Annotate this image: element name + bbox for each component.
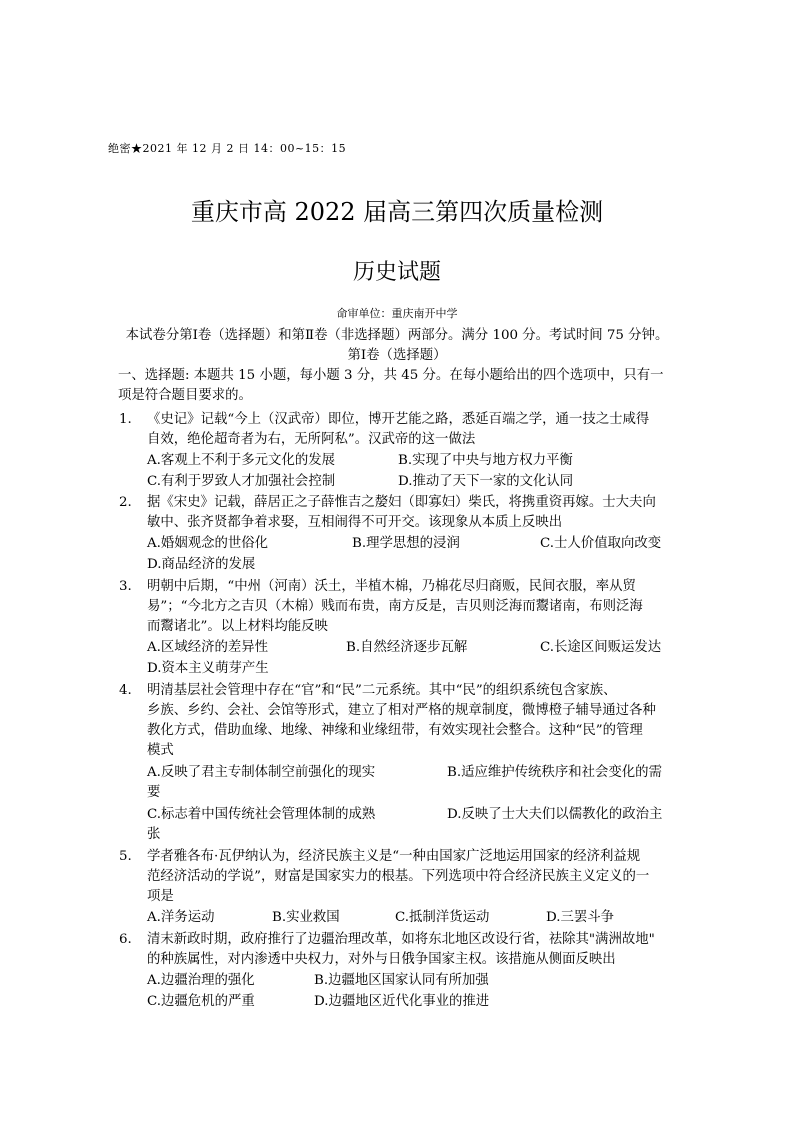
question-2-option-a[interactable]: A.婚姻观念的世俗化	[147, 536, 269, 551]
question-4-line1: 明清基层社会管理中存在“官”和“民”二元系统。其中“民”的组织系统包含家族、	[147, 683, 617, 698]
question-1-option-d[interactable]: D.推动了天下一家的文化认同	[398, 474, 574, 489]
question-3-option-c[interactable]: C.长途区间贩运发达	[540, 640, 662, 655]
question-5-option-b[interactable]: B.实业救国	[272, 910, 340, 925]
question-1-option-b[interactable]: B.实现了中央与地方权力平衡	[398, 453, 573, 468]
question-2-option-b[interactable]: B.理学思想的浸润	[352, 536, 460, 551]
question-5-option-c[interactable]: C.抵制洋货运动	[395, 910, 490, 925]
question-6-option-b[interactable]: B.边疆地区国家认同有所加强	[314, 973, 489, 988]
question-3-option-d[interactable]: D.资本主义萌芽产生	[147, 661, 269, 676]
exam-title: 重庆市高 2022 届高三第四次质量检测	[190, 198, 604, 226]
question-3-option-a[interactable]: A.区域经济的差异性	[147, 640, 269, 655]
question-4-option-a[interactable]: A.反映了君主专制体制空前强化的现实	[147, 765, 376, 780]
exam-part: 第Ⅰ卷（选择题）	[347, 348, 447, 363]
section-heading-line2: 项是符合题目要求的。	[118, 388, 252, 403]
question-4-option-c[interactable]: C.标志着中国传统社会管理体制的成熟	[147, 807, 376, 822]
question-1-option-a[interactable]: A.客观上不利于多元文化的发展	[147, 453, 336, 468]
exam-unit: 命审单位：重庆南开中学	[336, 307, 458, 320]
secret-line: 绝密★2021 年 12 月 2 日 14：00~15：15	[108, 142, 347, 155]
question-1-line1: 《史记》记载“今上（汉武帝）即位，博开艺能之路，悉延百端之学，通一技之士咸得	[147, 412, 650, 427]
question-6-option-c[interactable]: C.边疆危机的严重	[147, 994, 255, 1009]
question-2-line1: 据《宋史》记载，薛居正之子薛惟吉之嫠妇（即寡妇）柴氏，将携重资再嫁。士大夫向	[147, 495, 656, 510]
question-5-option-a[interactable]: A.洋务运动	[147, 910, 215, 925]
question-2-option-d[interactable]: D.商品经济的发展	[147, 557, 256, 572]
question-3-line3: 而鬻诸北”。以上材料均能反映	[147, 619, 328, 634]
question-5-line1: 学者雅各布·瓦伊纳认为，经济民族主义是“一种由国家广泛地运用国家的经济利益规	[147, 849, 641, 864]
question-4-number: 4.	[119, 683, 132, 698]
question-4-option-b-wrap: 要	[147, 785, 161, 800]
question-4-line4: 模式	[147, 743, 174, 758]
question-2-number: 2.	[119, 495, 132, 510]
question-5-line3: 项是	[147, 889, 174, 904]
question-6-number: 6.	[119, 932, 132, 947]
question-3-option-b[interactable]: B.自然经济逐步瓦解	[346, 640, 468, 655]
question-6-option-d[interactable]: D.边疆地区近代化事业的推进	[314, 994, 490, 1009]
question-4-option-b[interactable]: B.适应维护传统秩序和社会变化的需	[447, 765, 662, 780]
question-1-option-c[interactable]: C.有利于罗致人才加强社会控制	[147, 474, 336, 489]
exam-intro: 本试卷分第Ⅰ卷（选择题）和第Ⅱ卷（非选择题）两部分。满分 100 分。考试时间 75 分钟。	[125, 328, 669, 343]
question-5-option-d[interactable]: D.三罢斗争	[546, 910, 615, 925]
question-2-line2: 敏中、张齐贤都争着求娶，互相闹得不可开交。该现象从本质上反映出	[147, 515, 563, 530]
question-4-option-d-wrap: 张	[147, 827, 161, 842]
question-4-option-d[interactable]: D.反映了士大夫们以儒教化的政治主	[447, 807, 663, 822]
question-1-number: 1.	[119, 412, 132, 427]
question-6-line2: 的种族属性，对内渗透中央权力，对外与日俄争国家主权。该措施从侧面反映出	[147, 952, 616, 967]
question-5-line2: 范经济活动的学说”，财富是国家实力的根基。下列选项中符合经济民族主义定义的一	[147, 869, 650, 884]
question-4-line3: 教化方式，借助血缘、地缘、神缘和业缘纽带，有效实现社会整合。这种“民”的管理	[147, 723, 643, 738]
exam-subject: 历史试题	[352, 260, 441, 285]
question-4-line2: 乡族、乡约、会社、会馆等形式，建立了相对严格的规章制度，微博橙子辅导通过各种	[147, 703, 656, 718]
section-heading-line1: 一、选择题: 本题共 15 小题，每小题 3 分，共 45 分。在每小题给出的四个选项中，只有一	[118, 368, 664, 383]
question-3-line2: 易”；“今北方之吉贝（木棉）贱而布贵，南方反是，吉贝则泛海而鬻诸南，布则泛海	[147, 599, 643, 614]
question-6-line1: 清末新政时期，政府推行了边疆治理改革，如将东北地区改设行省，祛除其"满洲故地"	[147, 932, 655, 947]
question-2-option-c[interactable]: C.士人价值取向改变	[540, 536, 662, 551]
question-5-number: 5.	[119, 849, 132, 864]
question-3-line1: 明朝中后期，“中州（河南）沃土，半植木棉，乃棉花尽归商贩，民间衣服，率从贸	[147, 579, 636, 594]
question-1-line2: 自效，绝伦超奇者为右，无所阿私”。汉武帝的这一做法	[147, 432, 476, 447]
question-6-option-a[interactable]: A.边疆治理的强化	[147, 973, 255, 988]
question-3-number: 3.	[119, 579, 132, 594]
